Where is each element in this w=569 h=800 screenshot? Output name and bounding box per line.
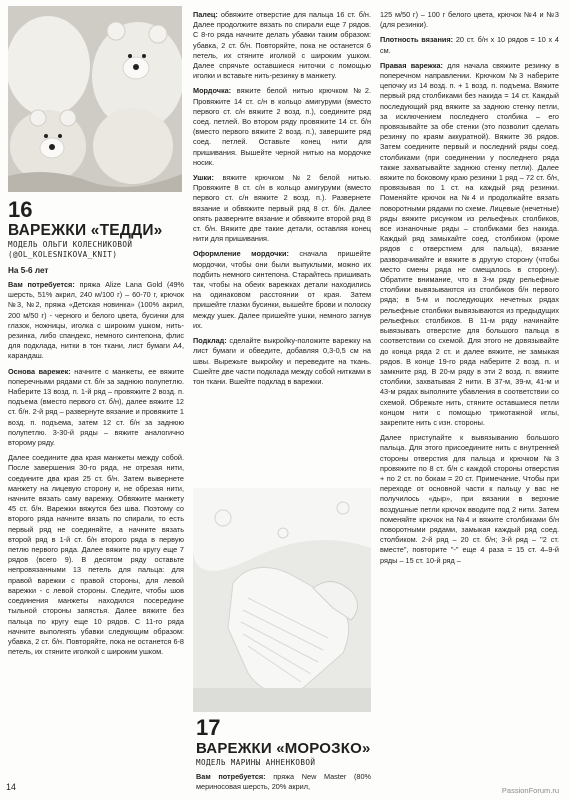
right-mitten-paragraph [380, 61, 559, 428]
size-label: На 5-6 лет [8, 266, 49, 275]
teddy-mittens-illustration [8, 6, 182, 192]
right-mitten-lead: Правая варежка: [380, 60, 443, 70]
density-paragraph [380, 35, 559, 55]
article-2-number: 17 [196, 715, 221, 740]
morozko-mittens-photo [193, 488, 371, 712]
author-name: МОДЕЛЬ ОЛЬГИ КОЛЕСНИКОВОЙ [8, 240, 133, 249]
materials-lead: Вам потребуется: [8, 280, 75, 289]
design-text: сначала пришейте мордочки, чтобы они были выпуклыми, можно их подбить немного синтепона. Старайтесь пришивать так, чтобы на обеих варежках детали находились на одинаковом расстоянии от края. Затем пришейте глазки бусинки, вышейте брови и полоску между ушек. Далее пришейте ушки, немного загнув их. [193, 249, 371, 330]
right-mitten-text: для начала свяжите резинку в поперечном направлении. Крючком №3 наберите цепочку из 14 возд. п. + 1 возд. п. подъема. Вяжите первый ряд столбиками без накида = 14 ст. Каждый последующий ряд вяжите за заднюю стенку петли, за исключением последнего столбика – его провязывайте за обе стенки (это позволит сделать резинку по краям аккуратной). Вяжите 36 рядов. Затем соедините первый и последний ряды соед. столбиками (при соединении у последнего ряда также захватывайте заднюю стенку петли). Далее вяжите по боковому краю резинки 1 ряд – 72 ст. б/н, провязывая по 1 ст. на каждый ряд резинки. Поменяйте крючок на №4 и продолжайте вязать поворотными рядами по схеме. Лицевые (нечетные) ряды вяжите рисунком из рельефных столбиков, все изнаночные ряды – столбиками без накида. Каждый ряд замыкайте соед. столбиком (кроме рядов с отверстием для пальца), вязание разворачивайте и вяжите в другую сторону (чтобы место смены ряда не смещалось в сторону). Обратите внимание, что в 3-м ряду рельефные столбики вывязываются из столбиков б/н первого ряда; в 5-м и последующих нечетных рядах рельефные столбики вывязываются из предыдущих рельефных столбиков. В 11-м ряду начинайте вывязывать отверстие для большого пальца в соответствии со схемой. Для этого не довязывайте до конца ряда 2 ст. и далее вяжите, не замыкая рядов. В конце 19-го ряда наберите 2 возд. п. и замкните ряд. В 20-м ряду в эти 2 возд. п. вяжите столбики, захватывая 2 нити. В 37-м, 39-м, 41-м и 43-м рядах выполните убавления в соответствии со схемой. Обрежьте нить, стяните оставшиеся петли концом нити с помощью трикотажной иглы, закрепите нить с изн. стороны. [380, 60, 559, 427]
ears-text: вяжите крючком №2 белой нитью. Провяжите 8 ст. с/н в кольцо амигуруми (вместо первого ст. с/н вяжите 2 возд. п.). Развернете вязание и обвяжите первый ряд 8 ст. б/н. Далее опять разверните вязание и обвяжите второй ряд 8 ст. б/н. Вяжите две такие детали, оставляя конец нити для пришивания. [193, 173, 371, 244]
ears-lead: Ушки: [193, 173, 214, 183]
article-number: 16 [8, 197, 33, 222]
lining-text: сделайте выкройку-положите варежку на лист бумаги и обведите, добавляя 0,3-0,5 см на швы. Вырежьте выкройку и переведите на ткань. Сшейте две части подклада между собой нитками в тон ткани. Вшейте подклад в варежки. [193, 336, 371, 386]
base-paragraph [8, 367, 184, 449]
article-2-title: ВАРЕЖКИ «МОРОЗКО» [196, 740, 371, 757]
lining-paragraph [193, 336, 371, 387]
muzzle-lead: Мордочка: [193, 86, 232, 96]
density-text: 20 ст. б/н х 10 рядов = 10 х 4 см. [380, 35, 559, 55]
lining-lead: Подклад: [193, 336, 227, 346]
yarn-continuation: 125 м/50 г) – 100 г белого цвета, крючок №4 и №3 (для резинки). [380, 10, 559, 30]
finger-text: обвяжите отверстие для пальца 16 ст. б/н. Далее продолжите вязать по спирали еще 7 рядов. С 8-го ряда начните делать убавки таким образом: убавка, 2 ст. б/н. Повторяйте, пока не останется 6 петель, их стяните иголкой с широким ушком. Далее спрячьте оставшиеся ниточки с помощью иголки и вставьте нить-резинку в манжету. [193, 10, 371, 81]
page-number: 14 [6, 782, 17, 792]
design-lead: Оформление мордочки: [193, 249, 289, 259]
column-1-text [8, 280, 184, 662]
muzzle-text: вяжите белой нитью крючком №2. Провяжите 14 ст. с/н в кольцо амигуруми (вместо первого ст. с/н вяжите 2 возд. п.), соедините ряд соед. петлей. Во втором ряду провяжите 14 ст. б/н (вместо первого вяжите 2 возд. п.), завершите ряд соед. петлей. Оставьте конец нити для пришивания. Вышейте черной нитью на мордочке носик. [193, 86, 371, 167]
article-title: ВАРЕЖКИ «ТЕДДИ» [8, 222, 163, 239]
watermark: PassionForum.ru [501, 786, 559, 795]
column-2-text [193, 10, 371, 392]
base-lead: Основа варежек: [8, 366, 71, 376]
finger-paragraph [193, 10, 371, 81]
article-2-materials [196, 772, 371, 797]
article-2-materials-text: пряжа New Master (80% мериносовая шерсть, 20% акрил, [196, 772, 371, 792]
article-2-author: МОДЕЛЬ МАРИНЫ АННЕНКОВОЙ [196, 758, 316, 767]
teddy-mittens-photo [8, 6, 182, 192]
column-3-text [380, 10, 559, 571]
thumb-paragraph: Далее приступайте к вывязыванию большого пальца. Для этого присоедините нить с внутренней стороны отверстия для пальца и крючком №3 провяжите по 8 ст. б/н с каждой стороны отверстия + по 2 ст. по бокам = 20 ст. Примечание. Чтобы при переходе от основной части к пальцу у вас не получилось «дыр», при вязании в верхние воздушные петли крючок вводите под 2 нити. Затем поменяйте крючок на №4 и вяжите столбиками б/н поворотными рядами, замыкая каждый ряд соед. столбиком. 2-й ряд – 20 ст. б/н; 3-й ряд – "2 ст. вместе", повторите "-" еще 4 раза = 15 ст. 4–9-й ряды – 15 ст. 10-й ряд – [380, 433, 559, 565]
muzzle-paragraph [193, 86, 371, 168]
assembly-paragraph: Далее соедините два края манжеты между собой. После завершения 30-го ряда, не отрезая нити, соедините два края 25 ст. б/н. Затем вывернете манжету на лицевую сторону и, не обрезая нити, начните вязать саму варежку. Обвяжите манжету 45 ст. б/н. Варежки вяжутся без шва. Поэтому со второго ряда начните вязать по спирали, то есть первый ряд не соединяйте, а начните вязать второй ряд в 1-й ст. б/н второго ряда в первую петлю первого ряда. Далее вяжите по кругу еще 7 рядов (всего 9). В десятом ряду оставьте непровязанными 13 петель для пальца: для правой варежки с правой стороны, для левой варежки - с левой стороны. Следите, чтобы шов соединения манжеты находился посередине тыльной стороны запястья. Далее вяжите без пальца по кругу еще 10 рядов. С 11-го ряда начните выполнять убавки следующим образом: убавка, 2 ст. б/н. Повторяйте, пока не останется 6-8 петель, их стяните иголкой с широким ушком. [8, 453, 184, 657]
density-lead: Плотность вязания: [380, 35, 454, 45]
materials-text: пряжа Alize Lana Gold (49% шерсть, 51% акрил, 240 м/100 г) – 60-70 г, крючок №3, №2, пряжа «Детская новинка» (100% акрил, 200 м/50 г) - черного и белого цвета, бусинки для глазок, ножницы, иголка с широким ушком, нить-резинка, либо спандекс, немного синтепона, флис для подклада, нитки в тон ткани, лист бумаги А4, карандаш. [8, 280, 184, 361]
finger-lead: Палец: [193, 10, 218, 19]
ears-paragraph [193, 173, 371, 244]
article-2-materials-lead: Вам потребуется: [196, 772, 266, 781]
materials-paragraph [8, 280, 184, 362]
design-paragraph [193, 249, 371, 331]
author-handle: (@OL_KOLESNIKOVA_KNIT) [8, 250, 118, 259]
base-text: начните с манжеты, ее вяжите поперечными рядами ст. б/н за заднюю полупетлю. Наберите 13 возд. п. 1-й ряд – провяжите 2 возд. п. подъема (вместо первого ст. б/н), далее вяжите 12 ст. б/н. 2-й ряд – развернуте вязание и провяжите 1 возд. п. подъема, затем 12 ст. б/н за заднюю полупетлю. 3-30-й ряды – вяжите аналогично второму ряду. [8, 366, 184, 448]
morozko-mittens-illustration [193, 488, 371, 712]
